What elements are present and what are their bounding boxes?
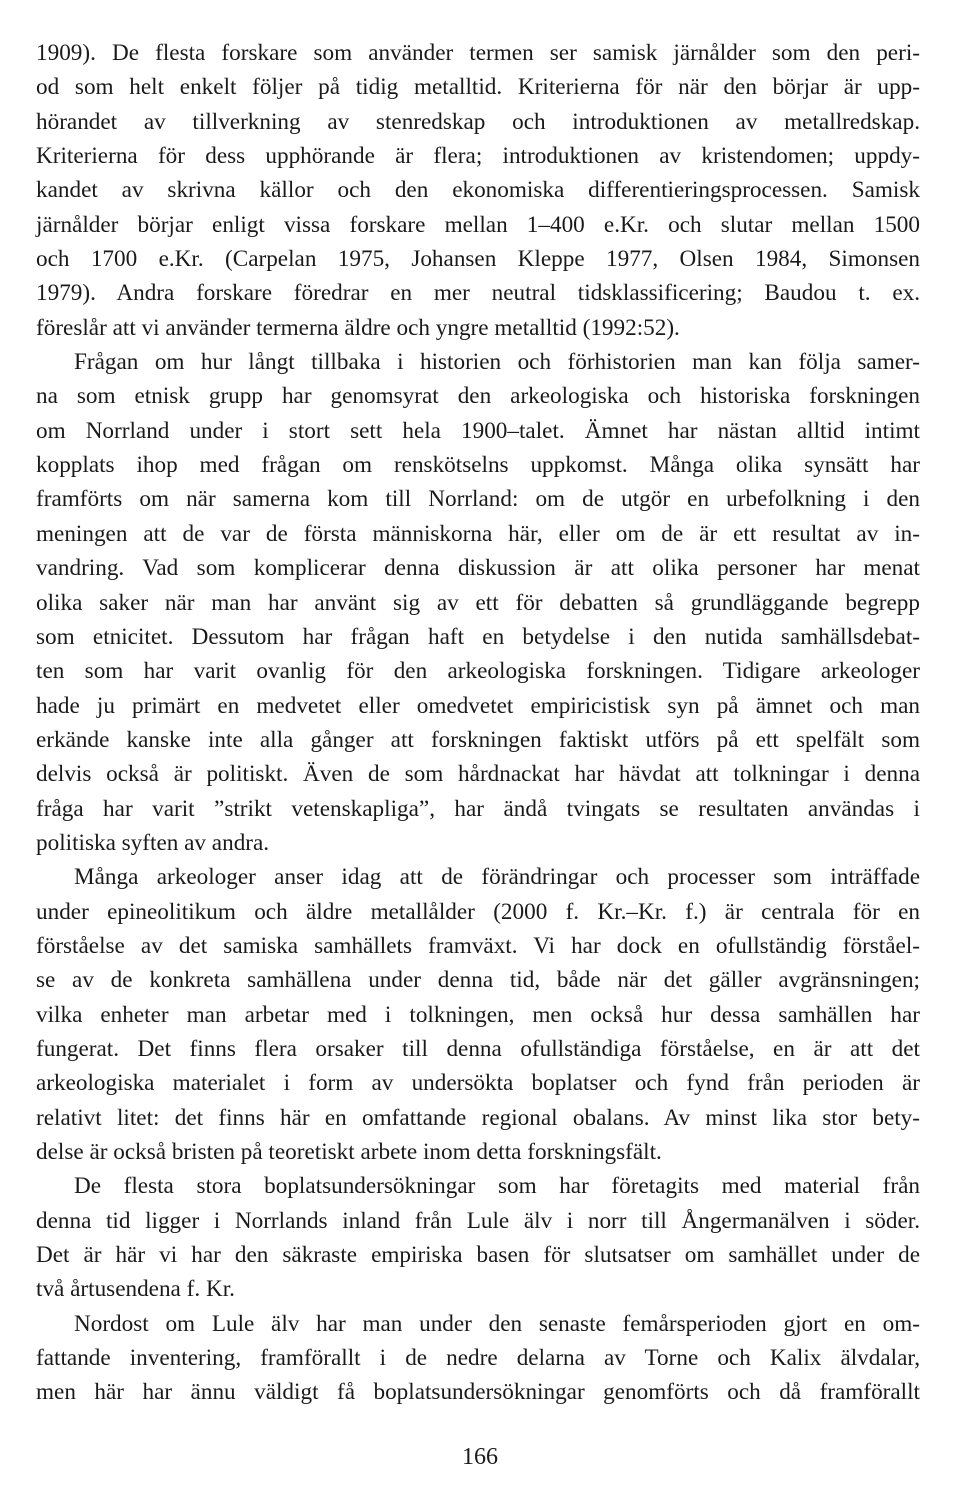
text-line: delvis också är politiskt. Även de som hårdnackat har hävdat att tolkningar i denna <box>36 761 920 788</box>
page-body <box>36 36 920 1410</box>
text-line: men här har ännu väldigt få boplatsundersökningar genomförts och då framförallt <box>36 1379 920 1406</box>
text-line: föreslår att vi använder termerna äldre och yngre metalltid (1992:52). <box>36 314 680 341</box>
text-line: fråga har varit ”strikt vetenskapliga”, har ändå tvingats se resultaten användas i <box>36 795 920 822</box>
text-line: arkeologiska materialet i form av undersökta boplatser och fynd från perioden är <box>36 1070 920 1097</box>
text-line: 1909). De flesta forskare som använder termen ser samisk järnålder som den peri- <box>36 40 920 66</box>
text-line: meningen att de var de första människorna här, eller om de är ett resultat av in- <box>36 520 920 547</box>
paragraph <box>36 860 920 1169</box>
text-line: förståelse av det samiska samhällets framväxt. Vi har dock en ofullständig förståel- <box>36 932 920 959</box>
paragraph <box>36 36 920 345</box>
page-number: 166 <box>462 1444 498 1470</box>
text-line: De flesta stora boplatsundersökningar som har företagits med material från <box>74 1173 920 1200</box>
text-line: två årtusendena f. Kr. <box>36 1276 235 1303</box>
text-line: Nordost om Lule älv har man under den senaste femårsperioden gjort en om- <box>74 1310 920 1337</box>
text-line: se av de konkreta samhällena under denna tid, både när det gäller avgränsningen; <box>36 967 920 994</box>
text-line: hörandet av tillverkning av stenredskap och introduktionen av metallredskap. <box>36 108 920 135</box>
text-line: na som etnisk grupp har genomsyrat den arkeologiska och historiska forskningen <box>36 383 920 410</box>
paragraph <box>36 1307 920 1410</box>
text-line: vilka enheter man arbetar med i tolkningen, men också hur dessa samhällen har <box>36 1001 920 1028</box>
text-line: framförts om när samerna kom till Norrland: om de utgör en urbefolkning i den <box>36 486 920 513</box>
text-line: delse är också bristen på teoretiskt arbete inom detta forskningsfält. <box>36 1139 662 1165</box>
text-line: relativt litet: det finns här en omfattande regional obalans. Av minst lika stor bety- <box>36 1104 920 1131</box>
paragraph <box>36 1169 920 1306</box>
text-line: som etnicitet. Dessutom har frågan haft en betydelse i den nutida samhällsdebat- <box>36 623 920 650</box>
text-line: vandring. Vad som komplicerar denna diskussion är att olika personer har menat <box>36 555 920 582</box>
text-line: politiska syften av andra. <box>36 829 270 856</box>
text-line: ten som har varit ovanlig för den arkeologiska forskningen. Tidigare arkeologer <box>36 658 920 685</box>
text-line: hade ju primärt en medvetet eller omedvetet empiricistisk syn på ämnet och man <box>36 692 920 719</box>
text-line: 1979). Andra forskare föredrar en mer neutral tidsklassificering; Baudou t. ex. <box>36 280 920 307</box>
text-line: Kriterierna för dess upphörande är flera; introduktionen av kristendomen; uppdy- <box>36 143 920 170</box>
text-line: Många arkeologer anser idag att de förändringar och processer som inträffade <box>74 864 920 891</box>
paragraph <box>36 345 920 860</box>
text-line: och 1700 e.Kr. (Carpelan 1975, Johansen Kleppe 1977, Olsen 1984, Simonsen <box>36 246 920 273</box>
text-line: Det är här vi har den säkraste empiriska basen för slutsatser om samhället under de <box>36 1242 920 1269</box>
text-line: fattande inventering, framförallt i de nedre delarna av Torne och Kalix älvdalar, <box>36 1345 920 1372</box>
text-line: Frågan om hur långt tillbaka i historien och förhistorien man kan följa samer- <box>74 349 920 376</box>
text-line: denna tid ligger i Norrlands inland från Lule älv i norr till Ångermanälven i söder. <box>36 1207 920 1234</box>
text-line: om Norrland under i stort sett hela 1900–talet. Ämnet har nästan alltid intimt <box>36 417 920 444</box>
text-line: fungerat. Det finns flera orsaker till denna ofullständiga förståelse, en är att det <box>36 1035 920 1062</box>
text-line: kandet av skrivna källor och den ekonomiska differentieringsprocessen. Samisk <box>36 177 920 204</box>
text-line: od som helt enkelt följer på tidig metalltid. Kriterierna för när den börjar är upp- <box>36 74 920 101</box>
text-line: olika saker när man har använt sig av ett för debatten så grundläggande begrepp <box>36 589 920 616</box>
text-line: järnålder börjar enligt vissa forskare mellan 1–400 e.Kr. och slutar mellan 1500 <box>36 211 920 238</box>
text-line: erkände kanske inte alla gånger att forskningen faktiskt utförs på ett spelfält som <box>36 726 920 753</box>
text-line: kopplats ihop med frågan om renskötselns uppkomst. Många olika synsätt har <box>36 452 920 479</box>
text-line: under epineolitikum och äldre metallålder (2000 f. Kr.–Kr. f.) är centrala för en <box>36 898 920 925</box>
